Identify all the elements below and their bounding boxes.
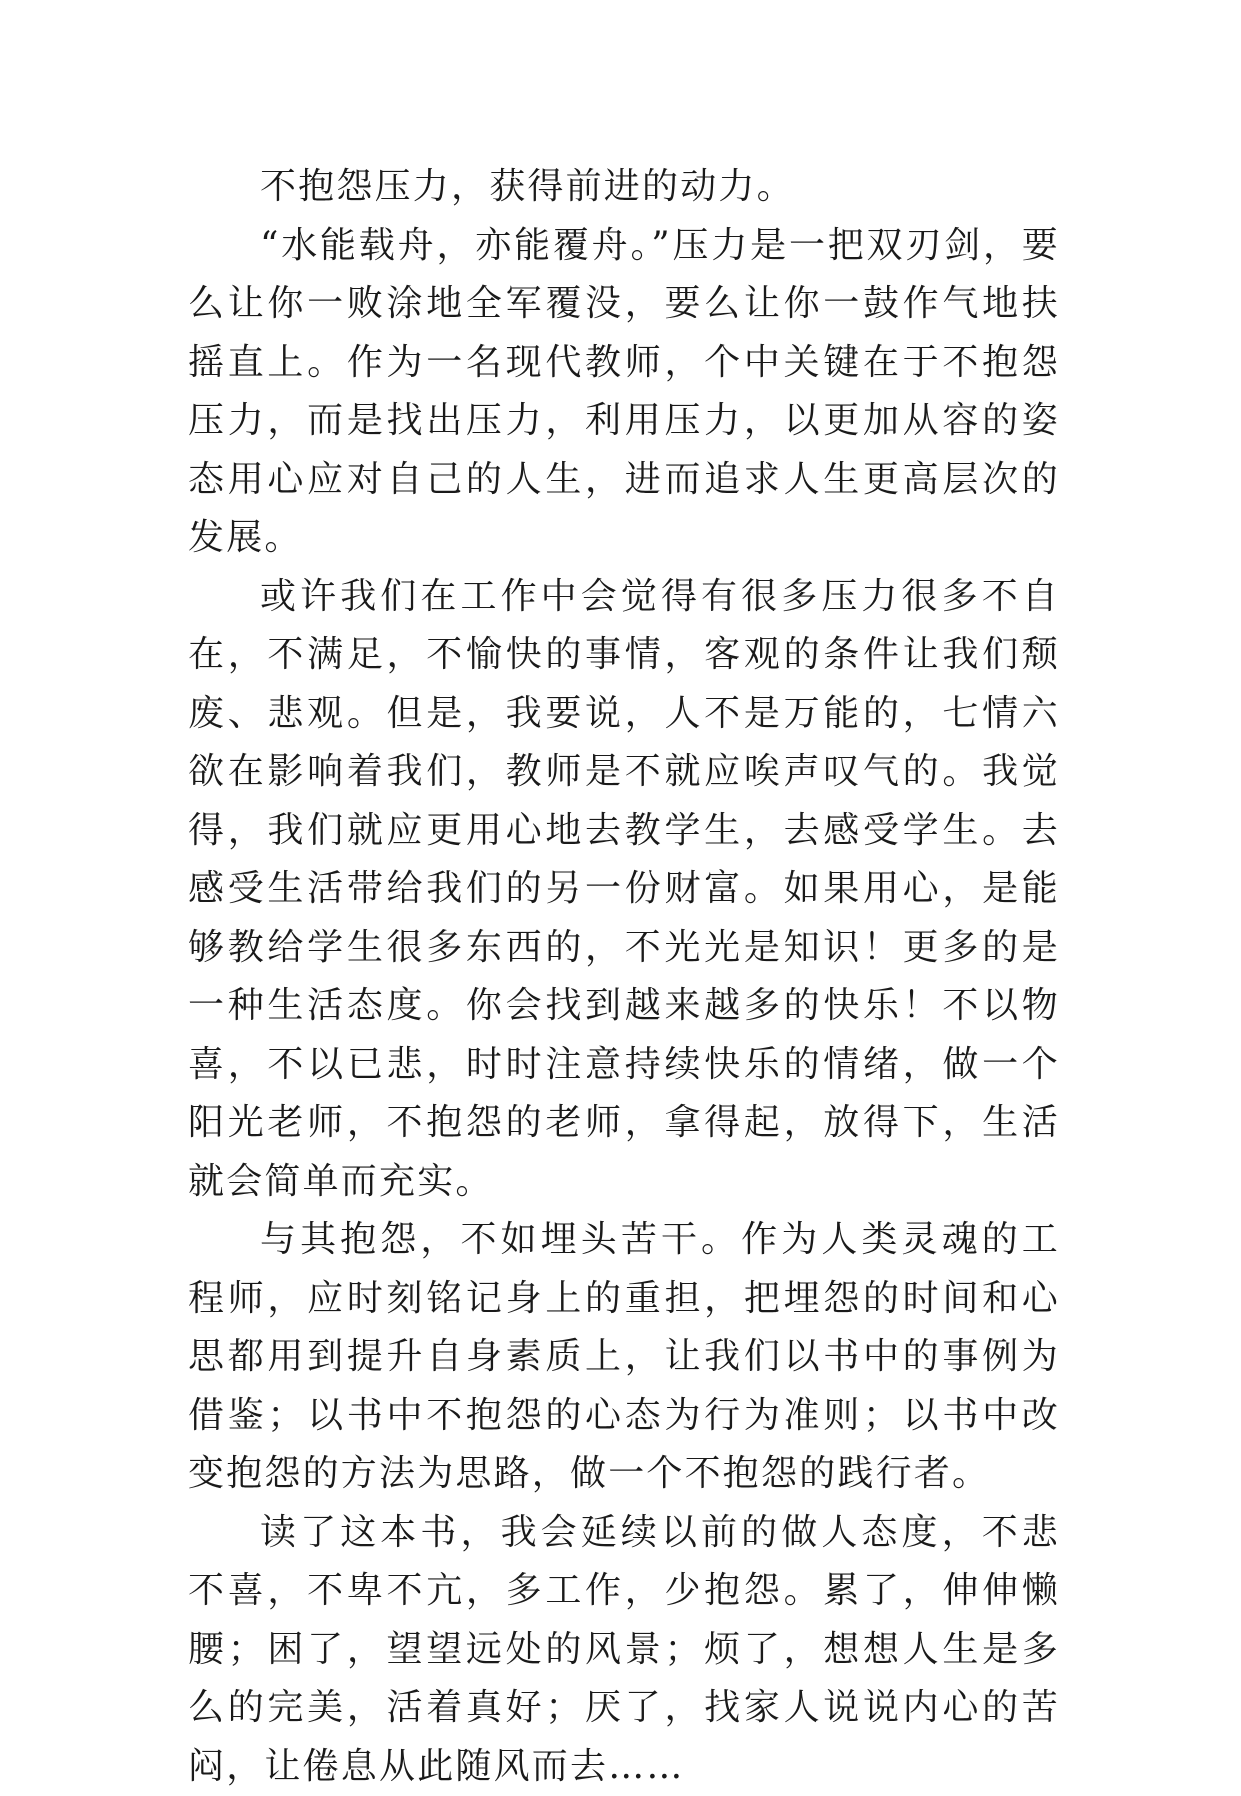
body-text xyxy=(188,158,1060,1796)
paragraph-3: 或许我们在工作中会觉得有很多压力很多不自在，不满足，不愉快的事情，客观的条件让我们颓废、悲观。但是，我要说，人不是万能的，七情六欲在影响着我们，教师是不就应唉声叹气的。我觉得，我们就应更用心地去教学生，去感受学生。去感受生活带给我们的另一份财富。如果用心，是能够教给学生很多东西的，不光光是知识！更多的是一种生活态度。你会找到越来越多的快乐！不以物喜，不以已悲，时时注意持续快乐的情绪，做一个阳光老师，不抱怨的老师，拿得起，放得下，生活就会简单而充实。 xyxy=(188,568,1060,1212)
paragraph-5: 读了这本书，我会延续以前的做人态度，不悲不喜，不卑不亢，多工作，少抱怨。累了，伸伸懒腰；困了，望望远处的风景；烦了，想想人生是多么的完美，活着真好；厌了，找家人说说内心的苦闷，让倦息从此随风而去…… xyxy=(188,1504,1060,1796)
paragraph-1: 不抱怨压力，获得前进的动力。 xyxy=(188,158,1060,217)
paragraph-2: “水能载舟，亦能覆舟。”压力是一把双刃剑，要么让你一败涂地全军覆没，要么让你一鼓作气地扶摇直上。作为一名现代教师，个中关键在于不抱怨压力，而是找出压力，利用压力，以更加从容的姿态用心应对自己的人生，进而追求人生更高层次的发展。 xyxy=(188,217,1060,568)
paragraph-4: 与其抱怨，不如埋头苦干。作为人类灵魂的工程师，应时刻铭记身上的重担，把埋怨的时间和心思都用到提升自身素质上，让我们以书中的事例为借鉴；以书中不抱怨的心态为行为准则；以书中改变抱怨的方法为思路，做一个不抱怨的践行者。 xyxy=(188,1211,1060,1504)
